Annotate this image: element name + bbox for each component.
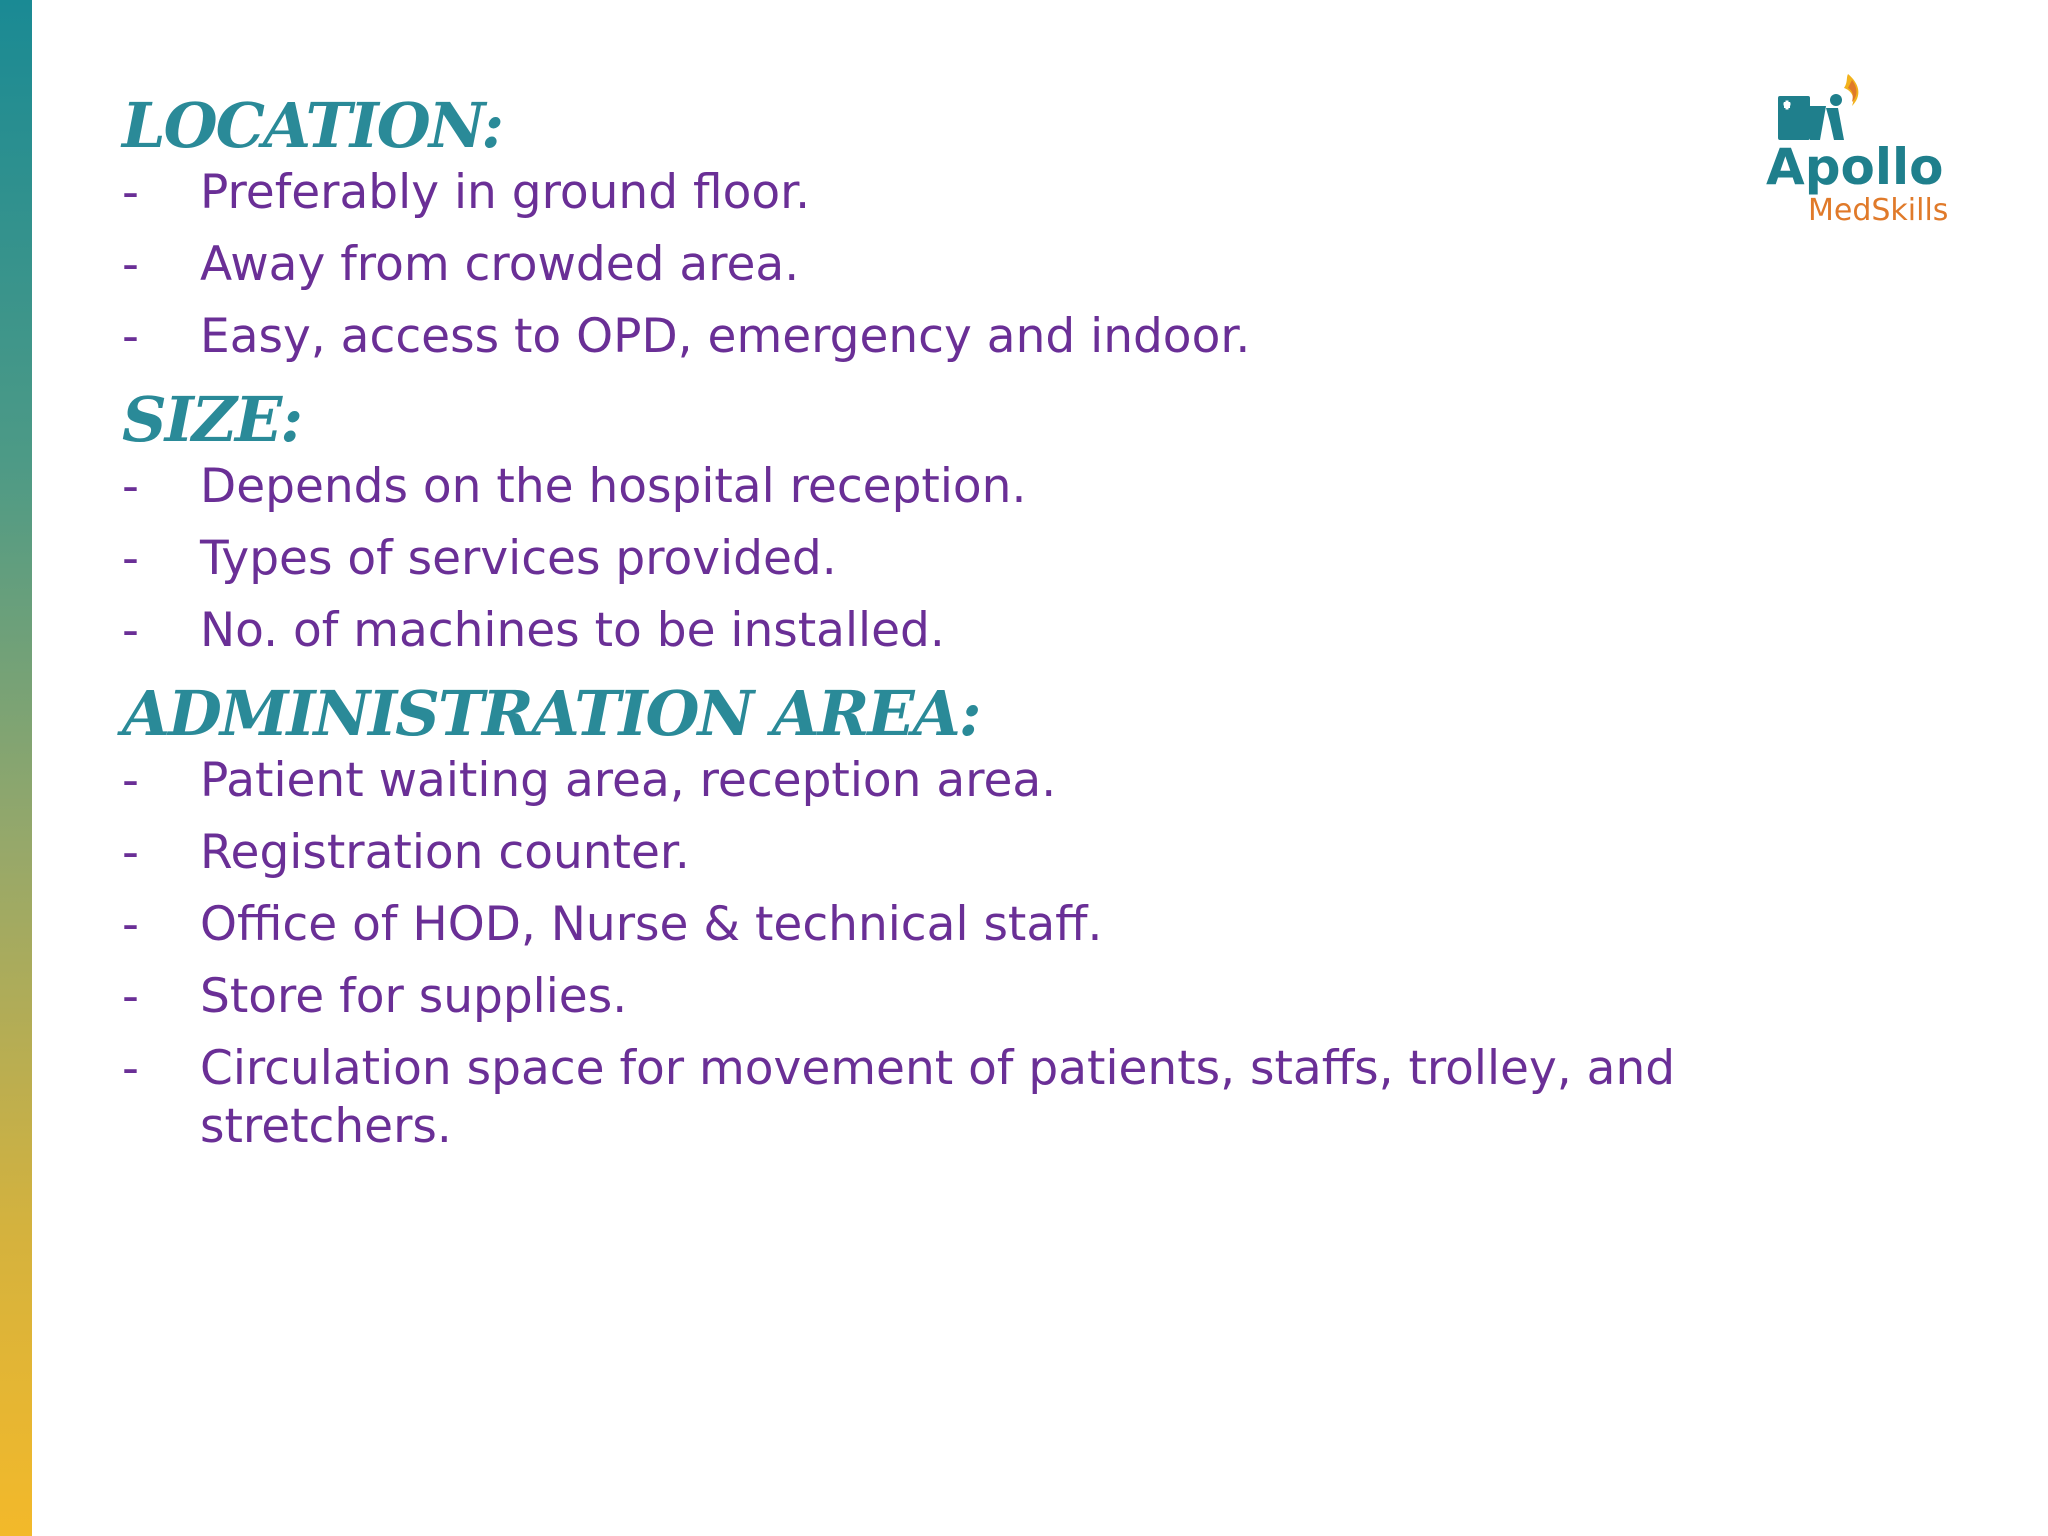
- size-list: [122, 458, 1802, 660]
- item-text: Depends on the hospital reception.: [200, 459, 1027, 514]
- bullet-dash: -: [122, 165, 139, 220]
- bullet-dash: -: [122, 969, 139, 1024]
- heading-location: LOCATION:: [122, 89, 503, 162]
- bullet-dash: -: [122, 603, 139, 658]
- logo-brand-text: Apollo: [1766, 138, 1944, 196]
- bullet-dash: -: [122, 1041, 139, 1096]
- item-text: Patient waiting area, reception area.: [200, 753, 1057, 808]
- accent-side-bar: [0, 0, 32, 1536]
- item-text: Away from crowded area.: [200, 237, 800, 292]
- bullet-dash: -: [122, 237, 139, 292]
- list-item: [122, 1040, 1802, 1156]
- bullet-dash: -: [122, 531, 139, 586]
- bullet-dash: -: [122, 825, 139, 880]
- list-item: [122, 530, 1802, 588]
- heading-administration-area: ADMINISTRATION AREA:: [122, 677, 980, 750]
- list-item: [122, 824, 1802, 882]
- bullet-dash: -: [122, 753, 139, 808]
- list-item: [122, 752, 1802, 810]
- list-item: [122, 308, 1802, 366]
- item-text: Circulation space for movement of patients, staffs, trolley, and stretchers.: [200, 1041, 1676, 1154]
- item-text: Types of services provided.: [200, 531, 837, 586]
- slide-content: [122, 88, 1802, 1170]
- location-list: [122, 164, 1802, 366]
- item-text: Easy, access to OPD, emergency and indoor.: [200, 309, 1251, 364]
- list-item: [122, 968, 1802, 1026]
- bullet-dash: -: [122, 459, 139, 514]
- item-text: Registration counter.: [200, 825, 690, 880]
- list-item: [122, 164, 1802, 222]
- item-text: No. of machines to be installed.: [200, 603, 945, 658]
- bullet-dash: -: [122, 897, 139, 952]
- logo-sub-text: MedSkills: [1808, 193, 1949, 228]
- list-item: [122, 896, 1802, 954]
- list-item: [122, 458, 1802, 516]
- administration-list: [122, 752, 1802, 1156]
- item-text: Preferably in ground floor.: [200, 165, 811, 220]
- bullet-dash: -: [122, 309, 139, 364]
- list-item: [122, 236, 1802, 294]
- item-text: Store for supplies.: [200, 969, 628, 1024]
- heading-size: SIZE:: [122, 383, 302, 456]
- item-text: Office of HOD, Nurse & technical staff.: [200, 897, 1103, 952]
- list-item: [122, 602, 1802, 660]
